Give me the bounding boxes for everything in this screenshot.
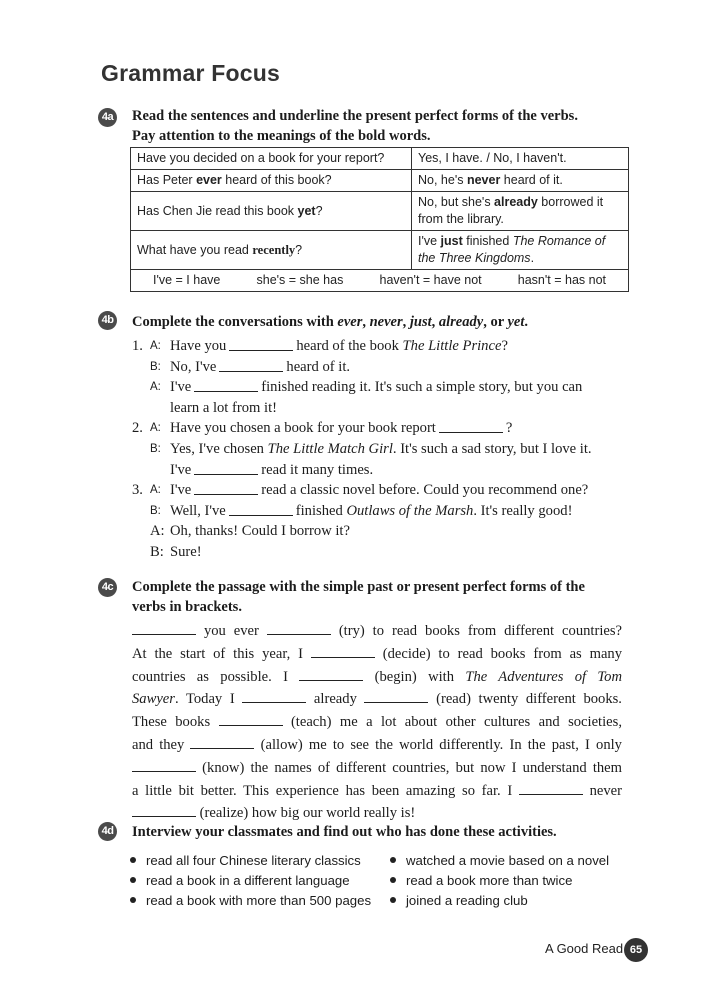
answer-blank[interactable] — [364, 688, 428, 703]
table-cell: What have you read recently? — [131, 231, 412, 270]
footer-label: A Good Read — [545, 941, 624, 956]
passage-line: At the start of this year, I (decide) to read books from as many — [132, 643, 622, 666]
passage-line: countries as possible. I (begin) with The Adventures of Tom — [132, 666, 622, 689]
answer-blank[interactable] — [311, 643, 375, 658]
answer-blank[interactable] — [242, 688, 306, 703]
page-number: 65 — [624, 938, 648, 962]
section-4b-instruction: Complete the conversations with ever, never, just, already, or yet. — [132, 314, 529, 330]
answer-blank[interactable] — [519, 780, 583, 795]
passage-line: (realize) how big our world really is! — [132, 802, 622, 825]
instruction-line: Pay attention to the meanings of the bold words. — [132, 128, 431, 144]
conversation-line: 2. A: Have you chosen a book for your book report ? — [132, 420, 513, 437]
passage-line: you ever (try) to read books from different countries? — [132, 620, 622, 643]
conversation-line: B: No, I've heard of it. — [150, 358, 351, 375]
conversation-line: learn a lot from it! — [170, 399, 277, 416]
conversation-line: B: Sure! — [150, 543, 202, 560]
answer-blank[interactable] — [194, 480, 258, 495]
contractions-row — [131, 270, 629, 292]
conversations — [132, 336, 642, 563]
table-cell: No, he's never heard of it. — [412, 170, 629, 192]
instruction-line: verbs in brackets. — [132, 599, 242, 615]
list-item: read a book more than twice — [390, 871, 650, 891]
bullet-icon — [130, 877, 136, 883]
answer-blank[interactable] — [229, 336, 293, 351]
passage-line: Sawyer. Today I already (read) twenty different books. — [132, 688, 622, 711]
passage-line: These books (teach) me a lot about other cultures and societies, — [132, 711, 622, 734]
conversation-line: B: Well, I've finished Outlaws of the Marsh . It's really good! — [150, 502, 573, 519]
table-row — [131, 270, 629, 292]
answer-blank[interactable] — [194, 377, 258, 392]
bullet-icon — [390, 897, 396, 903]
list-item: watched a movie based on a novel — [390, 851, 650, 871]
grammar-table — [130, 147, 629, 292]
conversation-line: 1. A: Have you heard of the book The Little Prince ? — [132, 338, 508, 354]
contraction: haven't = have not — [379, 273, 482, 287]
list-item: read a book in a different language — [130, 871, 390, 891]
section-4b-badge: 4b — [98, 311, 117, 330]
table-row — [131, 170, 629, 192]
table-cell: Have you decided on a book for your report? — [131, 148, 412, 170]
bullet-icon — [130, 897, 136, 903]
conversation-line: A: I've finished reading it. It's such a simple story, but you can — [150, 379, 583, 396]
answer-blank[interactable] — [132, 757, 196, 772]
instruction-line: Read the sentences and underline the present perfect forms of the verbs. — [132, 108, 578, 124]
passage-line: and they (allow) me to see the world differently. In the past, I only — [132, 734, 622, 757]
answer-blank[interactable] — [439, 418, 503, 433]
section-4d-instruction: Interview your classmates and find out who has done these activities. — [132, 824, 557, 840]
passage-line: (know) the names of different countries, but now I understand them — [132, 757, 622, 780]
answer-blank[interactable] — [219, 711, 283, 726]
answer-blank[interactable] — [219, 357, 283, 372]
activity-list — [130, 851, 650, 911]
answer-blank[interactable] — [132, 802, 196, 817]
table-row — [131, 148, 629, 170]
table-cell: Yes, I have. / No, I haven't. — [412, 148, 629, 170]
passage — [132, 620, 622, 825]
list-item: read all four Chinese literary classics — [130, 851, 390, 871]
conversation-line: A: Oh, thanks! Could I borrow it? — [150, 523, 350, 540]
table-cell: Has Peter ever heard of this book? — [131, 170, 412, 192]
answer-blank[interactable] — [194, 460, 258, 475]
table-cell: I've just finished The Romance of the Three Kingdoms. — [412, 231, 629, 270]
list-item: joined a reading club — [390, 891, 650, 911]
bullet-icon — [390, 857, 396, 863]
answer-blank[interactable] — [190, 734, 254, 749]
answer-blank[interactable] — [299, 666, 363, 681]
contraction: hasn't = has not — [517, 273, 606, 287]
contraction: I've = I have — [153, 273, 221, 287]
bullet-icon — [130, 857, 136, 863]
bullet-icon — [390, 877, 396, 883]
section-4a-instruction — [132, 106, 578, 146]
answer-blank[interactable] — [132, 620, 196, 635]
conversation-line: 3. A: I've read a classic novel before. Could you recommend one? — [132, 482, 589, 499]
conversation-line: B: Yes, I've chosen The Little Match Girl . It's such a sad story, but I love it. — [150, 440, 592, 457]
section-4c-badge: 4c — [98, 578, 117, 597]
contraction: she's = she has — [256, 273, 344, 287]
instruction-line: Complete the passage with the simple past or present perfect forms of the — [132, 579, 585, 595]
list-item: read a book with more than 500 pages — [130, 891, 390, 911]
conversation-line: I've read it many times. — [170, 461, 374, 478]
page-title: Grammar Focus — [101, 60, 280, 86]
table-row — [131, 231, 629, 270]
table-cell: Has Chen Jie read this book yet? — [131, 192, 412, 231]
passage-line: a little bit better. This experience has been amazing so far. I never — [132, 780, 622, 803]
section-4a-badge: 4a — [98, 108, 117, 127]
section-4c-instruction — [132, 577, 585, 617]
answer-blank[interactable] — [267, 620, 331, 635]
table-cell: No, but she's already borrowed it from the library. — [412, 192, 629, 231]
answer-blank[interactable] — [229, 501, 293, 516]
table-row — [131, 192, 629, 231]
section-4d-badge: 4d — [98, 822, 117, 841]
